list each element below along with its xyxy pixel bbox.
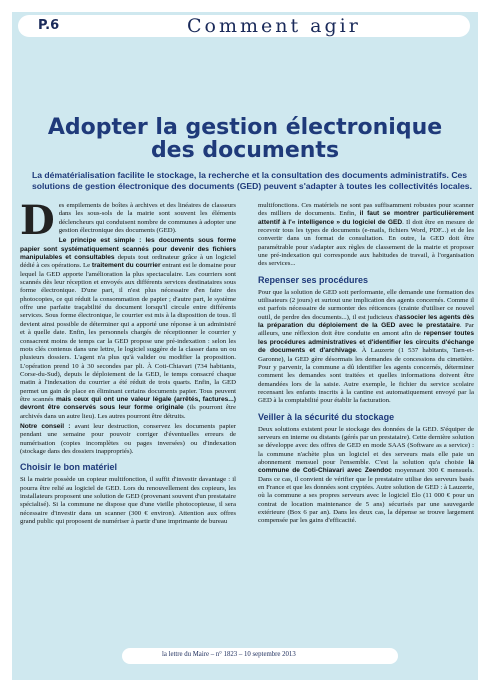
footer-credit: la lettre du Maire – n° 1823 – 10 septembre 2013 bbox=[162, 651, 296, 658]
paragraph: Pour que la solution de GED soit performante, elle demande une formation des utilisateurs (2 jours) et surtout une implication des agents concernés. Comme il est parfois nécessaire de surmonter des réticences (crainte d'utiliser ce nouvel outil, de perdre des documents...), il est judicieux d'associer les agents dès la préparation du déploiement de la GED avec le prestataire. Par ailleurs, une réflexion doit être conduite en amont afin de repenser toutes les procédures administratives et d'identifier les circuits d'échange de documents et d'archivage. À Lauzerte (1 537 habitants, Tarn-et-Garonne), la GED gère désormais les demandes de concessions du cimetière. Pour y parvenir, la commune a dû identifier les agents concernés, déterminer comment les demandes sont traitées et quelles informations doivent être demandées lors de la saisie. Autre exemple, le fichier du service scolaire recensant les enfants inscrits à la cantine est automatiquement envoyé par la GED à la comptabilité pour établir la facturation. bbox=[258, 288, 474, 405]
paragraph: Le principe est simple : les documents sous forme papier sont systématiquement scannés pour devenir des fichiers manipulables et consultables depuis tout ordinateur grâce à un logiciel dédié à ces opérations. Le traitement du courrier entrant est le domaine pour lequel la GED apporte l'amélioration la plus spectaculaire. Les courriers sont scannés dès leur réception et envoyés aux différents services destinataires sous forme électronique. D'une part, il n'est plus nécessaire d'en faire des photocopies, ce qui réduit la consommation de papier ; d'autre part, le système offre une parfaite traçabilité du document lorsqu'il circule entre différents services. Sous forme électronique, le courrier est mis à la disposition de tous. Il devient ainsi possible de déterminer qui a apporté une réponse à un administré et à quelle date. Enfin, les personnels chargés de réceptionner le courrier y consacrent moins de temps car la GED propose une pré-indexation : selon les mots clés contenus dans une lettre, le logiciel suggère de la classer dans un ou plusieurs dossiers. L'agent n'a plus qu'à valider ou modifier la proposition. L'opération prend 10 à 30 secondes par pli. À Coti-Chiavari (734 habitants, Corse-du-Sud), depuis le déploiement de la GED, le temps consacré chaque matin à l'indexation du courrier a été réduit de trois quarts. Enfin, la GED permet un gain de place en éliminant certains documents papier. Tous peuvent être scannés mais ceux qui ont une valeur légale (arrêtés, factures...) devront être conservés sous leur forme originale (ils pourront être archivés dans un autre lieu). Les autres pourront être détruits. bbox=[20, 237, 236, 420]
paragraph: Deux solutions existent pour le stockage des données de la GED. S'équiper de serveurs en interne ou distants (gérés par un prestataire). Cette dernière solution se développe avec des offres de GED en mode SAAS (Software as a service) : la commune n'achète plus un logiciel et des serveurs mais elle paie un abonnement mensuel pour l'ensemble. C'est la solution qu'a choisie la commune de Coti-Chiavari avec Zeendoc moyennant 300 € mensuels. Dans ce cas, il convient de vérifier que le prestataire utilise des serveurs basés en France et que les données sont cryptées. Autre solution de GED : à Lauzerte, où la commune a ses propres serveurs avec le logiciel Elo (11 000 € pour un contrat de location maintenance de 5 ans) sécurisés par une sauvegarde extérieure (Box 6 par an). Dans les deux cas, la dépense se trouve largement compensée par les gains d'efficacité. bbox=[258, 425, 474, 525]
subheading-materiel: Choisir le bon matériel bbox=[20, 462, 118, 473]
article-title bbox=[12, 116, 478, 162]
title-line-1: Adopter la gestion électronique bbox=[47, 115, 443, 140]
subheading-securite: Veiller à la sécurité du stockage bbox=[258, 411, 395, 422]
article-column-1 bbox=[20, 202, 236, 632]
title-line-2: des documents bbox=[150, 138, 340, 163]
paragraph: Si la mairie possède un copieur multifonction, il suffit d'investir davantage : il pourra être relié au logiciel de GED. Lors du renouvellement des copieurs, les installateurs proposent une solution de GED (provenant souvent d'un prestataire spécialisé). Si la commune ne dispose que d'une vieille photocopieuse, il sera nécessaire d'investir dans un scanner (300 € environ). Attention aux offres grand public qui proposent de numériser à partir d'une imprimante de bureau bbox=[20, 476, 236, 526]
paragraph: Des empilements de boîtes à archives et des linéaires de classeurs dans les sous-sols de la mairie sont souvent les éléments déclencheurs qui conduisent nombre de communes à adopter une gestion électronique des documents (GED). bbox=[20, 202, 236, 244]
paragraph: multifonctions. Ces matériels ne sont pas suffisamment robustes pour scanner des milliers de documents. Enfin, il faut se montrer particulièrement attentif à l'« intelligence » du logiciel de GED. Il doit être en mesure de recevoir tous les types de documents (e-mails, fichiers Word, PDF...) et de les convertir dans un format de consultation. En outre, la GED doit être paramétrable pour s'adapter aux règles de classement de la mairie et proposer une pré-indexation qui corresponde aux habitudes de travail, à l'organisation des services... bbox=[258, 202, 474, 268]
page-number: P.6 bbox=[38, 18, 60, 33]
page-header bbox=[12, 12, 478, 40]
subheading-procedures: Repenser ses procédures bbox=[258, 274, 369, 285]
section-rubric: Comment agir bbox=[187, 15, 361, 37]
drop-cap: D bbox=[20, 202, 55, 244]
article-column-2 bbox=[258, 202, 474, 632]
page-footer bbox=[12, 648, 478, 668]
newsletter-page bbox=[12, 12, 478, 680]
article-lead: La dématérialisation facilite le stockage, la recherche et la consultation des documents administratifs. Ces solutions de gestion électronique des documents (GED) peuvent s'adapter à toutes les collectivités locales. bbox=[32, 170, 472, 191]
advice-paragraph: Notre conseil : avant leur destruction, conservez les documents papier pendant une semaine pour pouvoir corriger d'éventuelles erreurs de numérisation (copies incomplètes ou pages inversées) ou d'indexation (stockage dans des dossiers inappropriés). bbox=[20, 422, 236, 455]
